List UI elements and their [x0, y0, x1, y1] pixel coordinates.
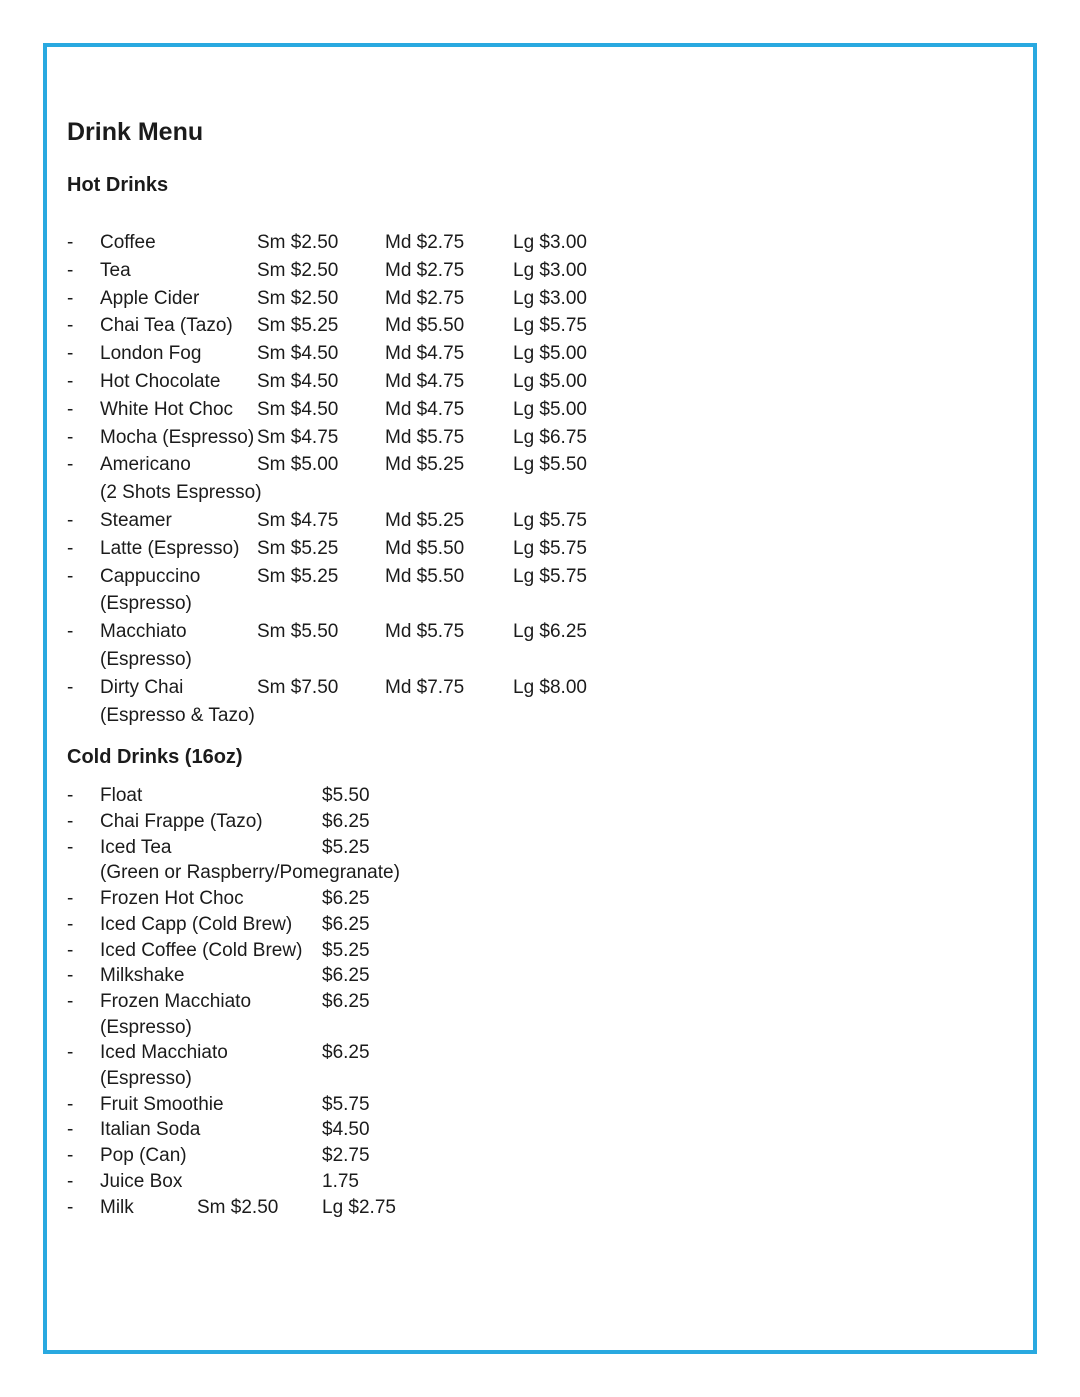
- menu-item-row-dirty-chai: [67, 674, 1033, 730]
- menu-item-row-cappuccino: [67, 563, 1033, 619]
- bullet-dash: -: [67, 676, 74, 698]
- item-price-sm: Sm $5.00: [257, 454, 339, 476]
- bullet-dash: -: [67, 888, 74, 910]
- item-price: $4.50: [322, 1119, 370, 1141]
- bullet-dash: -: [67, 1093, 74, 1115]
- item-price-sm: Sm $2.50: [257, 232, 339, 253]
- item-price-lg: Lg $3.00: [513, 259, 587, 281]
- item-price: $5.25: [322, 939, 370, 961]
- bullet-dash: -: [67, 939, 74, 961]
- item-subname: (Espresso): [100, 648, 192, 670]
- menu-item-row-americano: [67, 451, 1033, 507]
- menu-item-row-coffee: [67, 229, 1033, 257]
- item-price-lg: Lg $5.00: [513, 370, 587, 392]
- bullet-dash: -: [67, 785, 74, 807]
- item-name: Steamer: [100, 509, 172, 531]
- item-name: Pop (Can): [100, 1145, 187, 1167]
- item-name: Iced Macchiato: [100, 1042, 228, 1064]
- menu-item-row-chai-tea: [67, 312, 1033, 340]
- menu-item-row-macchiato: [67, 618, 1033, 674]
- item-name: Coffee: [100, 232, 156, 253]
- bullet-dash: -: [67, 537, 74, 559]
- item-price: 1.75: [322, 1170, 359, 1192]
- item-price-lg: Lg $5.00: [513, 398, 587, 420]
- menu-item-row-juice-box: [67, 1169, 1033, 1195]
- item-name: Dirty Chai: [100, 676, 184, 698]
- item-price-lg: Lg $6.25: [513, 621, 587, 643]
- item-subname: (Espresso): [100, 1016, 192, 1038]
- item-name: Apple Cider: [100, 287, 200, 309]
- item-price-md: Md $2.75: [385, 287, 465, 309]
- bullet-dash: -: [67, 343, 74, 365]
- item-price: $6.25: [322, 811, 370, 833]
- menu-item-row-iced-tea: [67, 835, 1033, 886]
- item-price: $5.75: [322, 1093, 370, 1115]
- item-name: Frozen Macchiato: [100, 990, 252, 1012]
- menu-item-row-pop-can: [67, 1143, 1033, 1169]
- page-border: [43, 43, 1037, 1354]
- bullet-dash: -: [67, 1196, 74, 1218]
- hot-drinks-list: [67, 229, 1033, 729]
- item-name: Tea: [100, 259, 131, 281]
- item-price-sm: Sm $4.50: [257, 398, 339, 420]
- item-price-sm: Sm $4.75: [257, 426, 339, 448]
- menu-item-row-steamer: [67, 507, 1033, 535]
- menu-item-row-frozen-hot-choc: [67, 886, 1033, 912]
- item-price-md: Md $5.50: [385, 315, 465, 337]
- item-price: $6.25: [322, 990, 370, 1012]
- item-price: $6.25: [322, 913, 370, 935]
- menu-item-row-float: [67, 783, 1033, 809]
- menu-item-row-hot-chocolate: [67, 368, 1033, 396]
- item-price: $6.25: [322, 888, 370, 910]
- menu-item-row-mocha: [67, 424, 1033, 452]
- menu-item-row-fruit-smoothie: [67, 1092, 1033, 1118]
- item-price-sm: Sm $2.50: [257, 287, 339, 309]
- item-price-md: Md $7.75: [385, 676, 465, 698]
- item-name: Hot Chocolate: [100, 370, 221, 392]
- menu-item-row-apple-cider: [67, 285, 1033, 313]
- item-price-md: Md $5.75: [385, 426, 465, 448]
- menu-item-row-iced-macchiato: [67, 1040, 1033, 1091]
- bullet-dash: -: [67, 287, 74, 309]
- item-price-lg: Lg $5.75: [513, 509, 587, 531]
- item-price-sm: Sm $4.50: [257, 370, 339, 392]
- item-price-lg: Lg $3.00: [513, 232, 587, 253]
- item-price: $2.75: [322, 1145, 370, 1167]
- bullet-dash: -: [67, 1042, 74, 1064]
- item-price: $5.50: [322, 785, 370, 807]
- item-price-lg: Lg $5.00: [513, 343, 587, 365]
- item-price-lg: Lg $5.75: [513, 565, 587, 587]
- item-price-lg: Lg $5.75: [513, 537, 587, 559]
- item-price-md: Md $5.25: [385, 454, 465, 476]
- menu-item-row-frozen-macchiato: [67, 989, 1033, 1040]
- menu-item-row-milkshake: [67, 963, 1033, 989]
- item-price-md: Md $2.75: [385, 259, 465, 281]
- item-price-sm: Sm $4.50: [257, 343, 339, 365]
- page-content: [47, 47, 1033, 1220]
- menu-item-row-white-hot-choc: [67, 396, 1033, 424]
- item-name: Chai Frappe (Tazo): [100, 811, 263, 833]
- item-price-sm: Sm $2.50: [197, 1196, 279, 1218]
- bullet-dash: -: [67, 811, 74, 833]
- bullet-dash: -: [67, 259, 74, 281]
- item-subname: (Espresso): [100, 593, 192, 615]
- section-heading-hot-drinks: Hot Drinks: [67, 174, 169, 196]
- item-name: Iced Capp (Cold Brew): [100, 913, 293, 935]
- menu-item-row-italian-soda: [67, 1117, 1033, 1143]
- item-price: $5.25: [322, 836, 370, 858]
- page-title: Drink Menu: [67, 118, 204, 146]
- item-name: Frozen Hot Choc: [100, 888, 244, 910]
- item-price-lg: Lg $5.75: [513, 315, 587, 337]
- bullet-dash: -: [67, 398, 74, 420]
- item-price-md: Md $4.75: [385, 398, 465, 420]
- item-price-md: Md $5.50: [385, 565, 465, 587]
- item-price-sm: Sm $2.50: [257, 259, 339, 281]
- item-subname: (2 Shots Espresso): [100, 482, 262, 504]
- menu-item-row-milk: [67, 1195, 1033, 1221]
- menu-item-row-iced-capp: [67, 912, 1033, 938]
- item-price-sm: Sm $5.25: [257, 537, 339, 559]
- bullet-dash: -: [67, 990, 74, 1012]
- item-price-sm: Sm $5.50: [257, 621, 339, 643]
- item-name: Mocha (Espresso): [100, 426, 255, 448]
- item-name: Chai Tea (Tazo): [100, 315, 233, 337]
- item-price-md: Md $4.75: [385, 343, 465, 365]
- bullet-dash: -: [67, 1119, 74, 1141]
- menu-item-row-london-fog: [67, 340, 1033, 368]
- item-price-lg: Lg $8.00: [513, 676, 587, 698]
- bullet-dash: -: [67, 426, 74, 448]
- bullet-dash: -: [67, 913, 74, 935]
- item-name: Italian Soda: [100, 1119, 201, 1141]
- item-name: Fruit Smoothie: [100, 1093, 224, 1115]
- item-name: Americano: [100, 454, 191, 476]
- item-name: Milkshake: [100, 965, 185, 987]
- item-price-sm: Sm $4.75: [257, 509, 339, 531]
- bullet-dash: -: [67, 1170, 74, 1192]
- item-price-sm: Sm $7.50: [257, 676, 339, 698]
- item-subname: (Green or Raspberry/Pomegranate): [100, 862, 400, 884]
- item-name: Macchiato: [100, 621, 187, 643]
- item-subname: (Espresso & Tazo): [100, 704, 255, 726]
- item-name: Juice Box: [100, 1170, 183, 1192]
- bullet-dash: -: [67, 1145, 74, 1167]
- cold-drinks-list: [67, 783, 1033, 1220]
- item-price: $6.25: [322, 965, 370, 987]
- item-name: Iced Tea: [100, 836, 172, 858]
- item-price-md: Md $2.75: [385, 232, 465, 253]
- item-name: Iced Coffee (Cold Brew): [100, 939, 303, 961]
- bullet-dash: -: [67, 232, 74, 253]
- item-price: $6.25: [322, 1042, 370, 1064]
- menu-item-row-chai-frappe: [67, 809, 1033, 835]
- item-price-md: Md $5.25: [385, 509, 465, 531]
- bullet-dash: -: [67, 836, 74, 858]
- menu-item-row-tea: [67, 257, 1033, 285]
- item-name: Cappuccino: [100, 565, 201, 587]
- item-name: Latte (Espresso): [100, 537, 240, 559]
- item-price-md: Md $5.75: [385, 621, 465, 643]
- item-price-sm: Sm $5.25: [257, 565, 339, 587]
- bullet-dash: -: [67, 509, 74, 531]
- item-name: Float: [100, 785, 143, 807]
- item-price-md: Md $5.50: [385, 537, 465, 559]
- item-price-lg: Lg $5.50: [513, 454, 587, 476]
- bullet-dash: -: [67, 454, 74, 476]
- item-name: Milk: [100, 1196, 134, 1218]
- menu-item-row-latte: [67, 535, 1033, 563]
- item-price-lg: Lg $3.00: [513, 287, 587, 309]
- menu-item-row-iced-coffee: [67, 938, 1033, 964]
- item-name: London Fog: [100, 343, 202, 365]
- section-heading-cold-drinks: Cold Drinks (16oz): [67, 746, 243, 769]
- item-subname: (Espresso): [100, 1068, 192, 1090]
- bullet-dash: -: [67, 621, 74, 643]
- bullet-dash: -: [67, 315, 74, 337]
- item-price-sm: Sm $5.25: [257, 315, 339, 337]
- item-name: White Hot Choc: [100, 398, 234, 420]
- bullet-dash: -: [67, 565, 74, 587]
- bullet-dash: -: [67, 965, 74, 987]
- item-price-md: Md $4.75: [385, 370, 465, 392]
- bullet-dash: -: [67, 370, 74, 392]
- item-price-lg: Lg $6.75: [513, 426, 587, 448]
- item-price-lg: Lg $2.75: [322, 1196, 396, 1218]
